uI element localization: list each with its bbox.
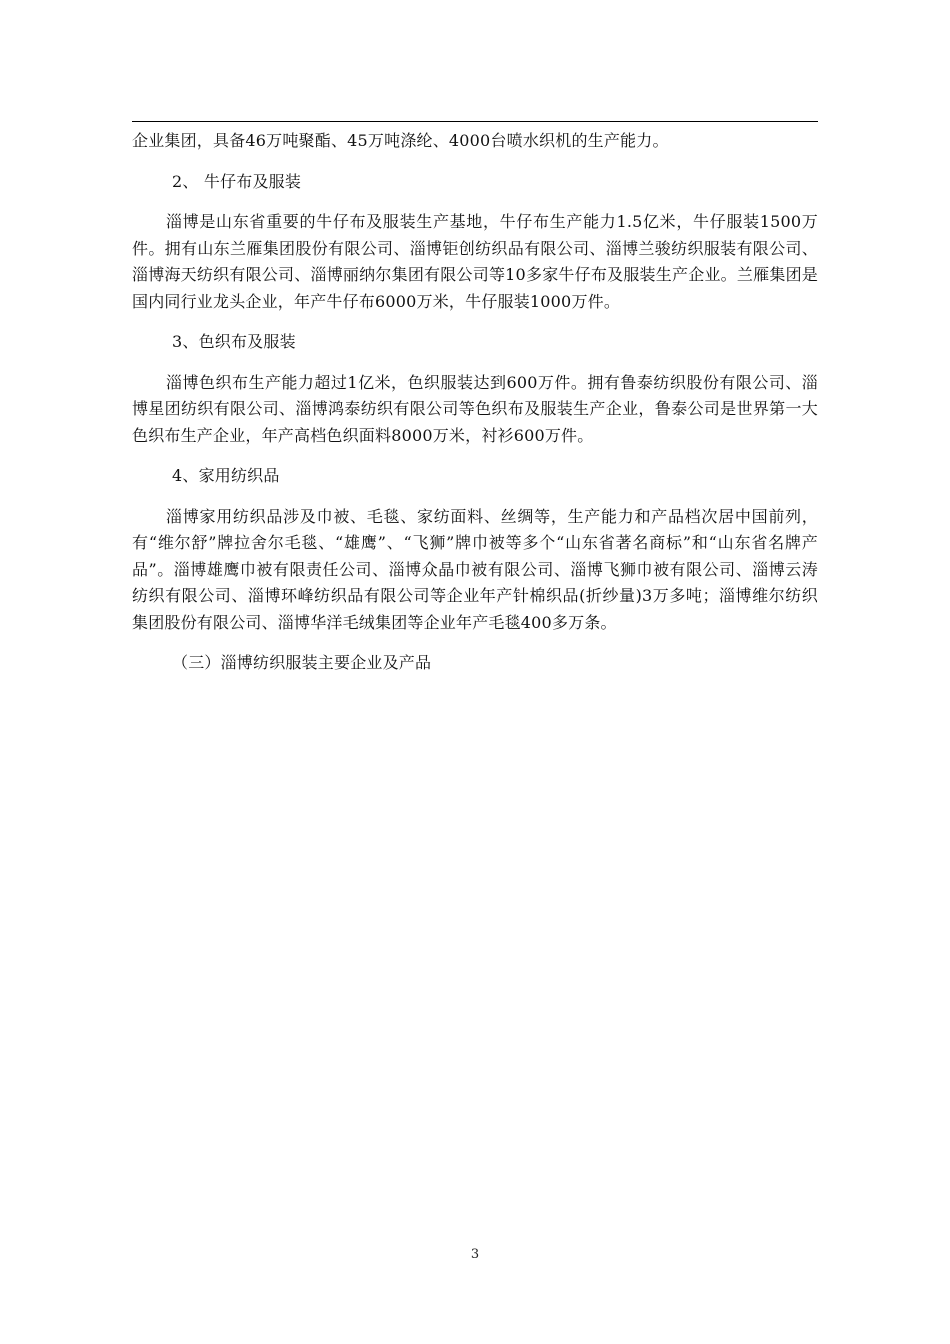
continuation-paragraph: 企业集团，具备46万吨聚酯、45万吨涤纶、4000台喷水织机的生产能力。 xyxy=(132,131,669,150)
page-number: 3 xyxy=(470,1247,480,1262)
section-paragraph-denim: 淄博是山东省重要的牛仔布及服装生产基地，牛仔布生产能力1.5亿米，牛仔服装1500万件。拥有山东兰雁集团股份有限公司、淄博钜创纺织品有限公司、淄博兰骏纺织服装有限公司、淄博海天纺织有限公司、淄博丽纳尔集团有限公司等10多家牛仔布及服装生产企业。兰雁集团是国内同行业龙头企业，年产牛仔布6000万米，牛仔服装1000万件。 xyxy=(132,212,818,311)
header-rule xyxy=(132,121,818,122)
section-paragraph-home-textiles: 淄博家用纺织品涉及巾被、毛毯、家纺面料、丝绸等，生产能力和产品档次居中国前列，有“维尔舒”牌拉舍尔毛毯、“雄鹰”、“飞狮”牌巾被等多个“山东省著名商标”和“山东省名牌产品”。淄博雄鹰巾被有限责任公司、淄博众晶巾被有限公司、淄博飞狮巾被有限公司、淄博云涛纺织有限公司、淄博环峰纺织品有限公司等企业年产针棉织品(折纱量)3万多吨；淄博维尔纺织集团股份有限公司、淄博华洋毛绒集团等企业年产毛毯400多万条。 xyxy=(132,506,818,632)
section-heading-yarn-dyed: 3、色织布及服装 xyxy=(172,332,296,351)
document-body xyxy=(132,128,818,677)
section-heading-denim: 2、 牛仔布及服装 xyxy=(172,171,302,191)
subsection-heading-enterprises: （三）淄博纺织服装主要企业及产品 xyxy=(172,653,432,672)
section-paragraph-yarn-dyed: 淄博色织布生产能力超过1亿米，色织服装达到600万件。拥有鲁泰纺织股份有限公司、淄博星团纺织有限公司、淄博鸿泰纺织有限公司等色织布及服装生产企业，鲁泰公司是世界第一大色织布生产企业，年产高档色织面料8000万米，衬衫600万件。 xyxy=(132,372,818,445)
section-heading-home-textiles: 4、家用纺织品 xyxy=(172,466,280,485)
